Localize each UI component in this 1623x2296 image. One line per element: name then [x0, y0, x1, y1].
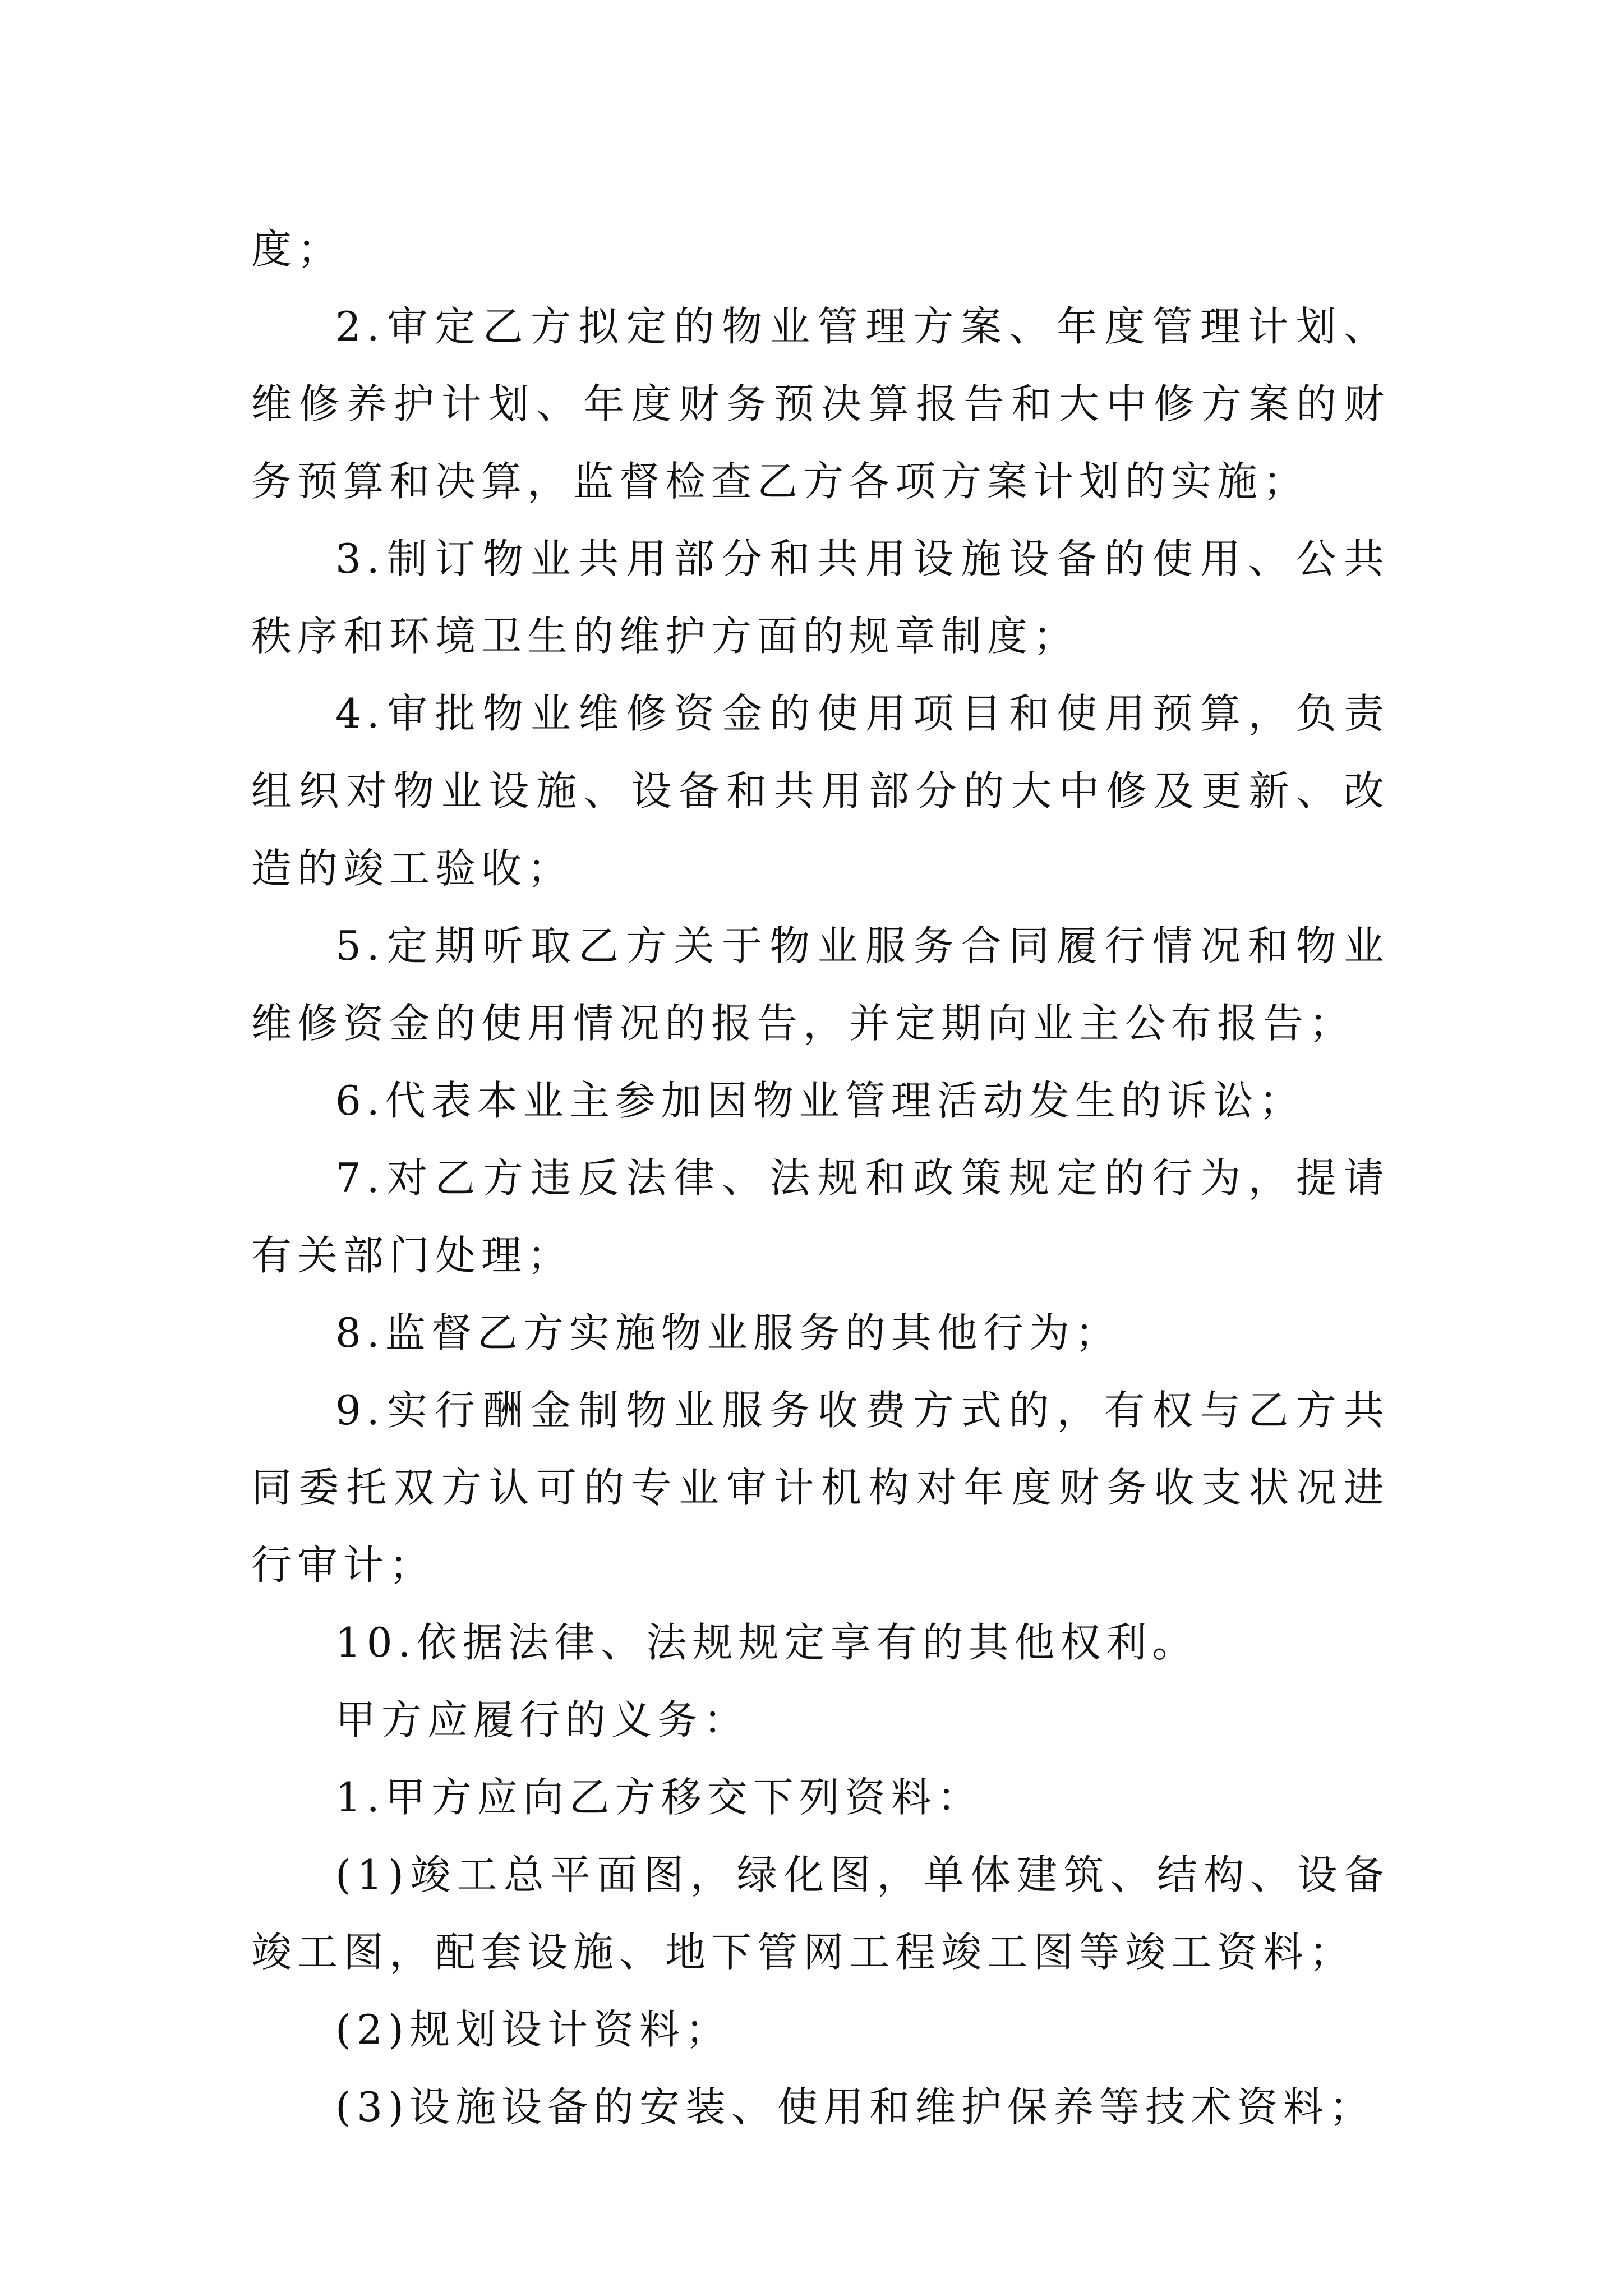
paragraph-8: 9.实行酬金制物业服务收费方式的，有权与乙方共同委托双方认可的专业审计机构对年度财务收支状况进行审计；: [251, 1387, 1390, 1589]
paragraph-1: 2.审定乙方拟定的物业管理方案、年度管理计划、维修养护计划、年度财务预决算报告和大中修方案的财务预算和决算，监督检查乙方各项方案计划的实施；: [251, 303, 1390, 505]
document-page: [251, 210, 1390, 2146]
paragraph-11: 1.甲方应向乙方移交下列资料：: [335, 1774, 983, 1821]
paragraph-7: 8.监督乙方实施物业服务的其他行为；: [335, 1309, 1121, 1356]
paragraph-12: (1)竣工总平面图，绿化图，单体建筑、结构、设备竣工图，配套设施、地下管网工程竣工图等竣工资料；: [251, 1851, 1390, 1976]
paragraph-10: 甲方应履行的义务：: [335, 1696, 750, 1743]
paragraph-4: 5.定期听取乙方关于物业服务合同履行情况和物业维修资金的使用情况的报告，并定期向业主公布报告；: [251, 922, 1390, 1047]
paragraph-13: (2)规划设计资料；: [335, 2006, 731, 2053]
paragraph-6: 7.对乙方违反法律、法规和政策规定的行为，提请有关部门处理；: [251, 1154, 1390, 1279]
paragraph-3: 4.审批物业维修资金的使用项目和使用预算，负责组织对物业设施、设备和共用部分的大中修及更新、改造的竣工验收；: [251, 690, 1390, 892]
paragraph-2: 3.制订物业共用部分和共用设施设备的使用、公共秩序和环境卫生的维护方面的规章制度；: [251, 535, 1390, 660]
paragraph-14: (3)设施设备的安装、使用和维护保养等技术资料；: [335, 2083, 1375, 2131]
paragraph-0: 度；: [251, 226, 344, 273]
paragraph-9: 10.依据法律、法规规定享有的其他权利。: [335, 1619, 1198, 1666]
paragraph-5: 6.代表本业主参加因物业管理活动发生的诉讼；: [335, 1077, 1305, 1124]
